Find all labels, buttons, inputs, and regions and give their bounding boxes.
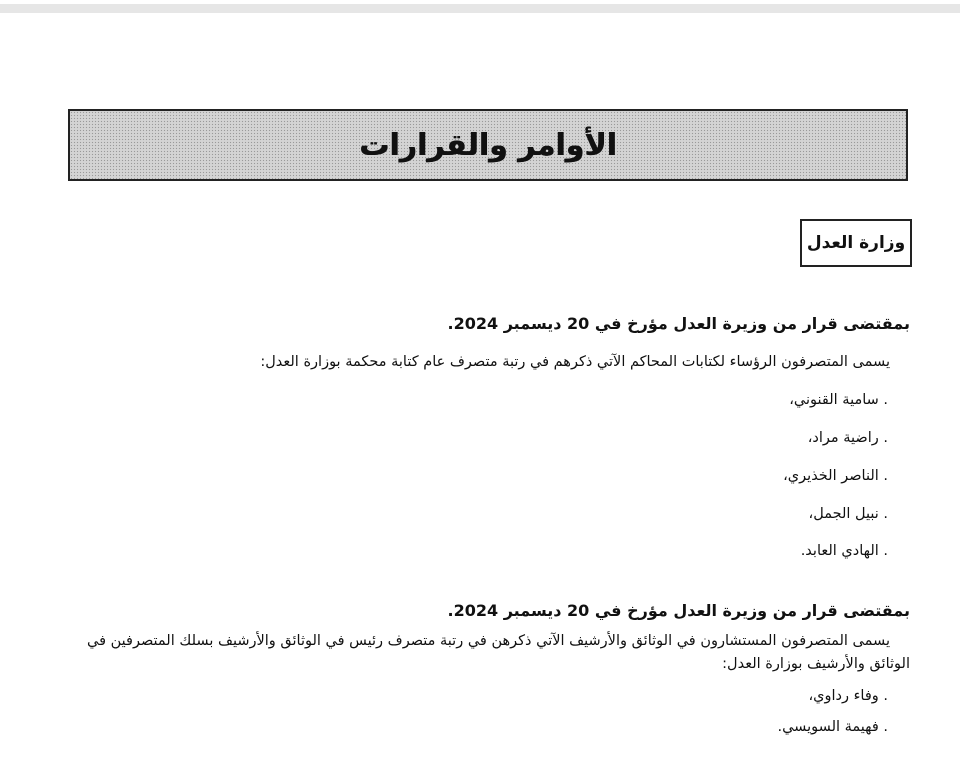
decree-heading: بمقتضى قرار من وزيرة العدل مؤرخ في 20 ديسمبر 2024.	[447, 601, 910, 620]
list-item: . راضية مراد،	[807, 430, 888, 446]
list-item: . وفاء رداوي،	[808, 688, 888, 704]
list-item: . الناصر الخذيري،	[783, 468, 888, 484]
list-item: . نبيل الجمل،	[808, 506, 888, 522]
page-title: الأوامر والقرارات	[359, 127, 617, 163]
section-title-banner	[68, 109, 908, 181]
ministry-heading-box	[800, 219, 912, 267]
decree-body-line: الوثائق والأرشيف بوزارة العدل:	[722, 656, 910, 672]
list-item: . الهادي العابد.	[800, 543, 888, 559]
decree-body-line: يسمى المتصرفون المستشارون في الوثائق والأرشيف الآتي ذكرهن في رتبة متصرف رئيس في الوثائق والأرشيف بسلك المتصرفين في	[87, 633, 890, 649]
ministry-heading: وزارة العدل	[806, 233, 906, 253]
list-item: . سامية القنوني،	[789, 392, 888, 408]
decree-heading: بمقتضى قرار من وزيرة العدل مؤرخ في 20 ديسمبر 2024.	[447, 314, 910, 333]
page-top-edge	[0, 4, 960, 13]
list-item: . فهيمة السويسي.	[777, 719, 888, 735]
decree-body-line: يسمى المتصرفون الرؤساء لكتابات المحاكم الآتي ذكرهم في رتبة متصرف عام كتابة محكمة بوزارة العدل:	[260, 354, 890, 370]
